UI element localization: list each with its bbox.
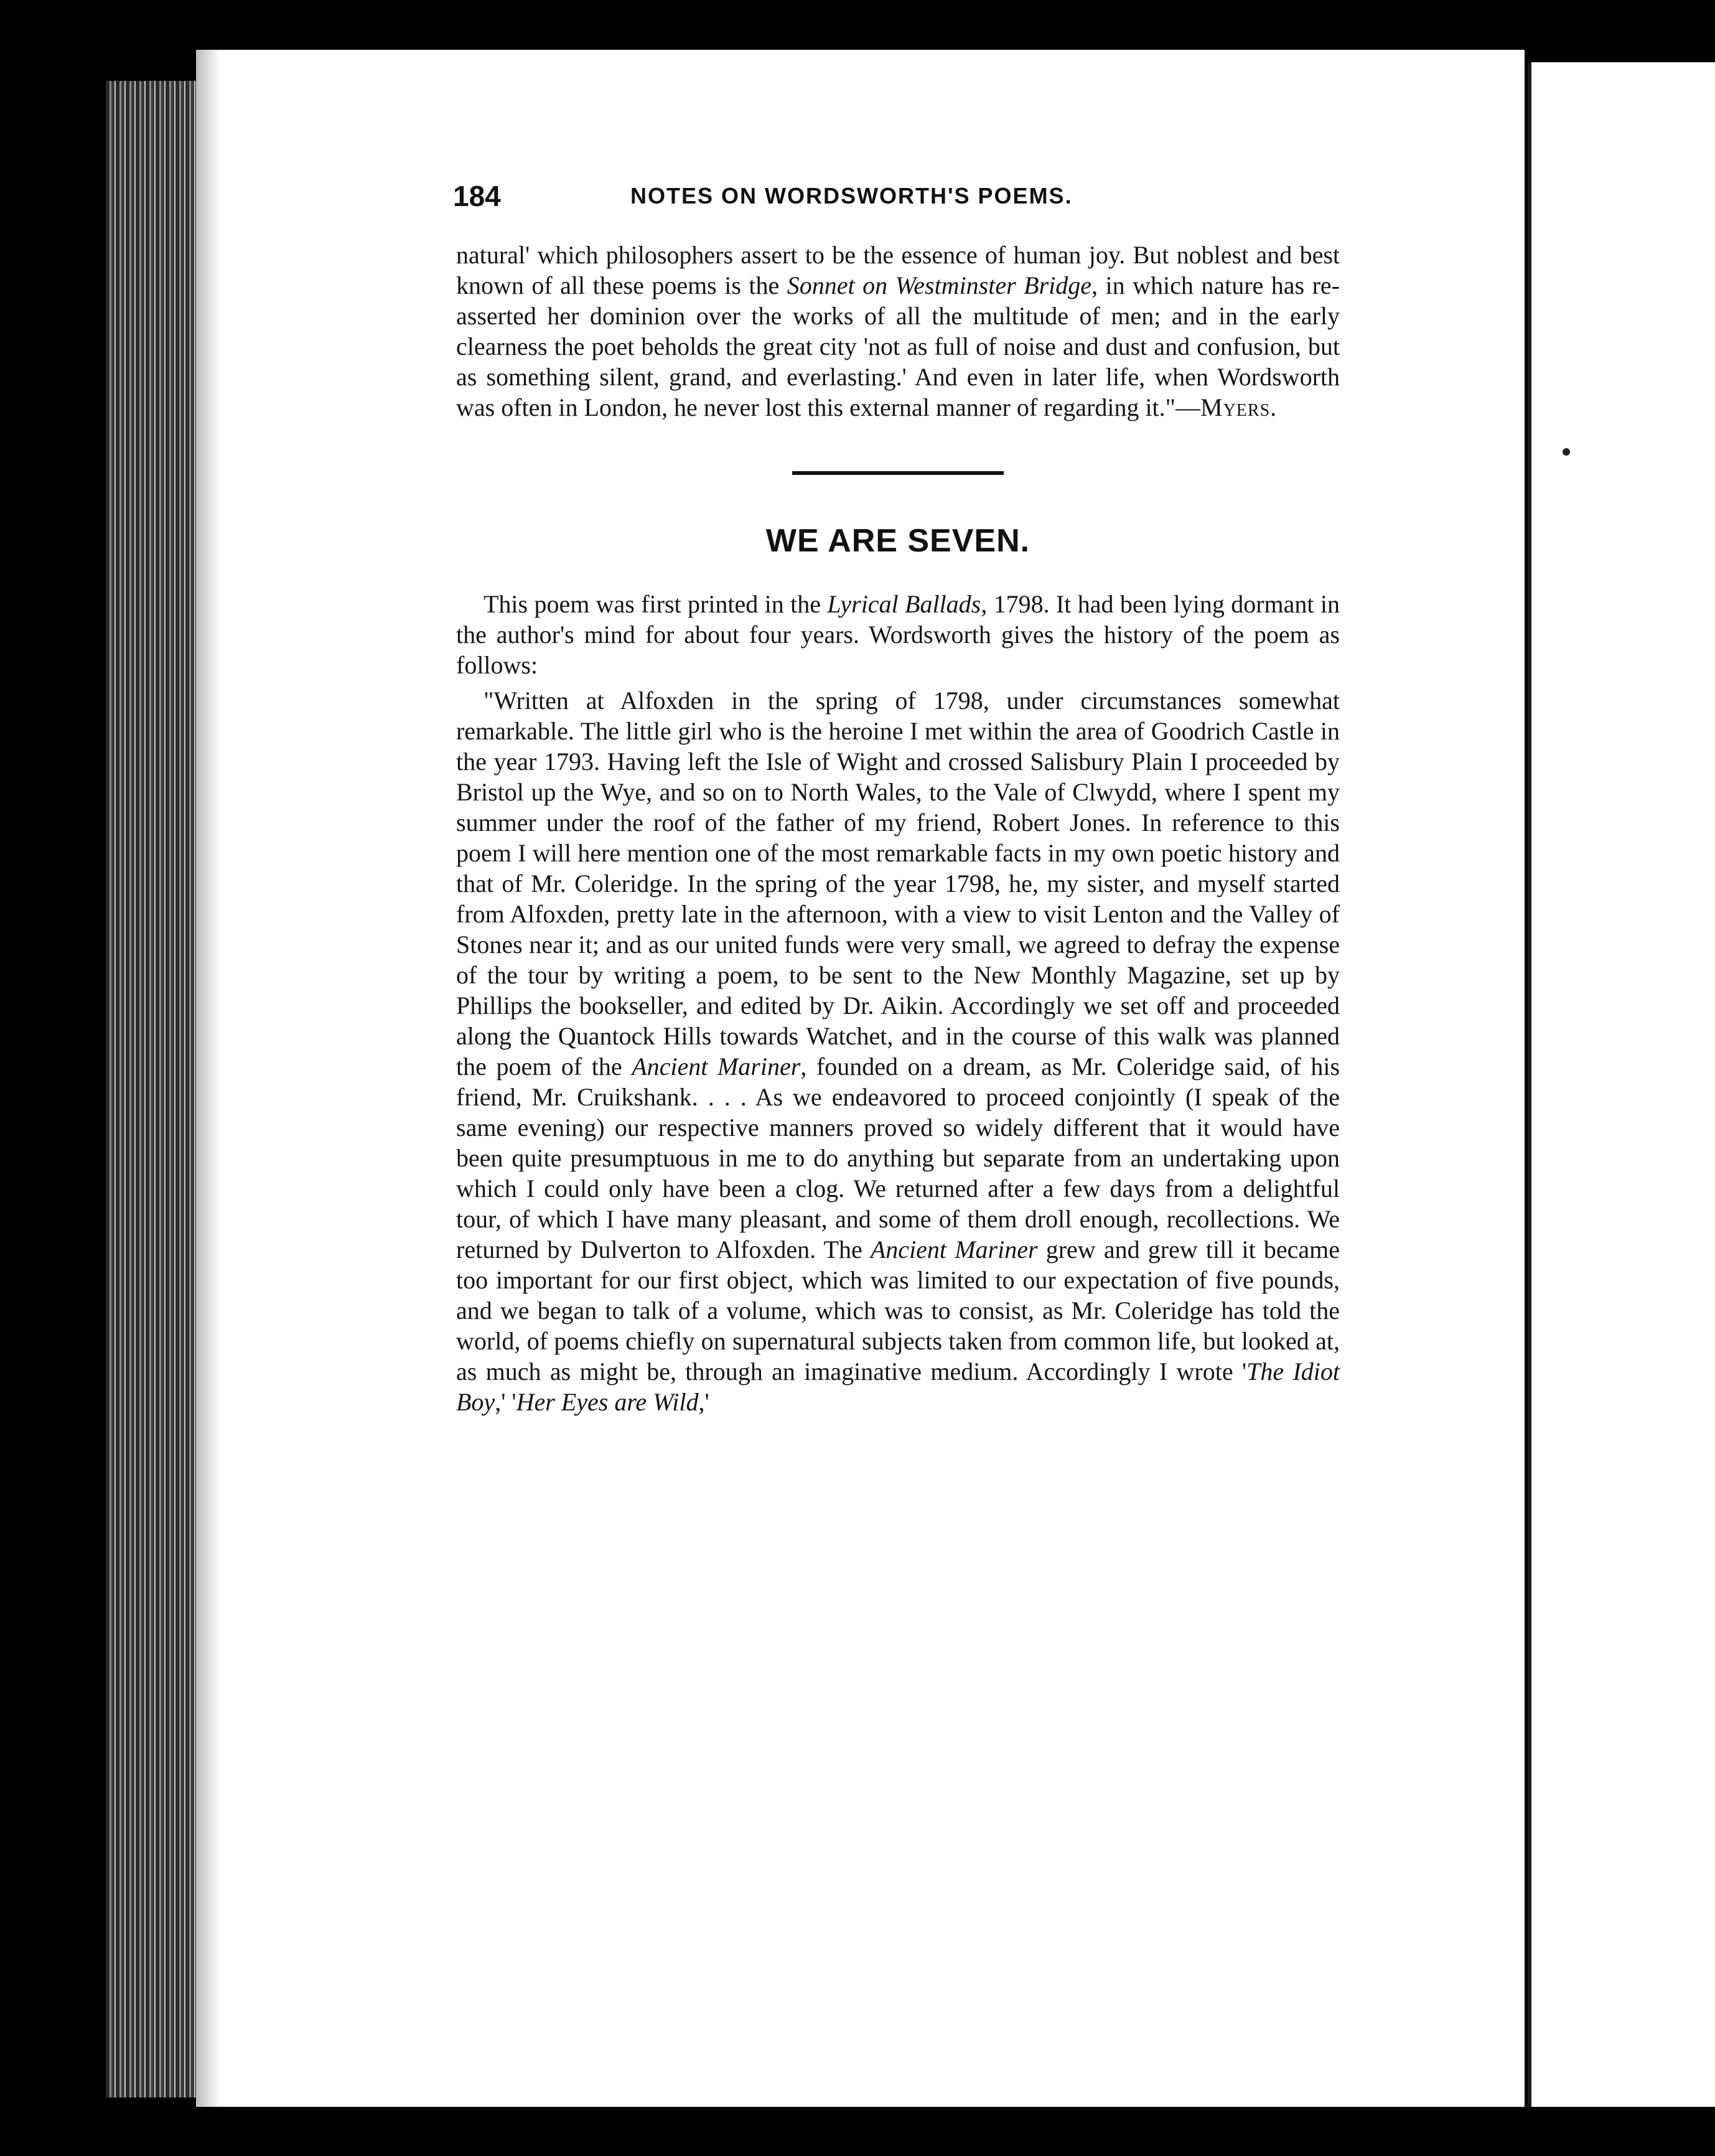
attribution: Myers. — [1200, 393, 1278, 421]
text-span: This poem was first printed in the — [484, 590, 828, 618]
poem-title: Her Eyes are Wild — [516, 1388, 699, 1416]
running-head — [257, 179, 1414, 217]
running-title: NOTES ON WORDSWORTH'S POEMS. — [630, 183, 1073, 209]
continuation-paragraph — [456, 240, 1340, 423]
poem-title: The Idiot Boy — [456, 1357, 1340, 1416]
page-text — [456, 240, 1340, 1417]
text-span: "Written at Alfoxden in the spring of 1798, under circumstances somewhat remarkable. The little girl who is the heroine I met within the area of Goodrich Castle in the year 1793. Having left the Isle of Wight and crossed Salisbury Plain I proceeded by Bristol up the Wye, and so on to North Wales, to the Vale of Clwydd, where I spent my summer under the roof of the father of my friend, Robert Jones. In reference to this poem I will here mention one of the most remarkable facts in my own poetic history and that of Mr. Coleridge. In the spring of the year 1798, he, my sister, and myself started from Alfoxden, pretty late in the afternoon, with a view to visit Lenton and the Valley of Stones near it; and as our united funds were very small, we agreed to defray the expense of the tour by writing a poem, to be sent to the New Monthly Magazine, set up by Phillips the bookseller, and edited by Dr. Aikin. Accordingly we set off and proceeded along the Quantock Hills towards Watchet, and in the course of this walk was planned the poem of the — [456, 687, 1340, 1080]
text-span: , founded on a dream, as Mr. Coleridge said, of his friend, Mr. Cruikshank. . . . As we endeavored to proceed conjointly (I speak of the same evening) our respective manners proved so widely different that it would have been quite presumptuous in me to do anything but separate from an undertaking upon which I could only have been a clog. We returned after a few days from a delightful tour, of which I have many pleasant, and some of them droll enough, recollections. We returned by Dulverton to Alfoxden. The — [456, 1052, 1340, 1263]
section-heading: WE ARE SEVEN. — [765, 523, 1030, 559]
book-title: Lyrical Ballads — [827, 590, 981, 618]
page-number: 184 — [453, 180, 501, 212]
poem-title: Sonnet on Westminster Bridge — [787, 271, 1092, 299]
text-span: , in which nature has re-asserted her dominion over the works of all the multitude of men; and in the early clearness the poet beholds the great city 'not as full of noise and dust and confusion, but as something silent, grand, and everlasting.' And even in later life, when Wordsworth was often in London, he never lost this external manner of regarding it."— — [456, 271, 1340, 421]
quoted-paragraph — [456, 685, 1340, 1417]
section-divider — [792, 471, 1004, 475]
text-span: , 1798. It had been lying dormant in the author's mind for about four years. Wordsworth gives the history of the poem as follows: — [456, 590, 1340, 679]
intro-paragraph — [456, 589, 1340, 680]
text-span: ,' ' — [495, 1388, 516, 1416]
poem-title: Ancient Mariner — [870, 1235, 1038, 1263]
text-span: ,' — [698, 1388, 709, 1416]
facing-page — [1528, 62, 1715, 2107]
gutter-shadow — [196, 50, 221, 2107]
poem-title: Ancient Mariner — [632, 1052, 801, 1080]
scan-bottom-border — [0, 2113, 1715, 2156]
text-span: grew and grew till it became too important for our first object, which was limited to our expectation of five pounds, and we began to talk of a volume, which was to consist, as Mr. Coleridge has told the world, of poems chiefly on supernatural subjects taken from common life, but looked at, as much as might be, through an imaginative medium. Accordingly I wrote ' — [456, 1235, 1340, 1385]
book-page-edges — [106, 81, 199, 2097]
facing-page-mark — [1563, 448, 1570, 456]
text-span: natural' which philosophers assert to be the essence of human joy. But noblest and best known of all these poems is the — [456, 241, 1340, 299]
